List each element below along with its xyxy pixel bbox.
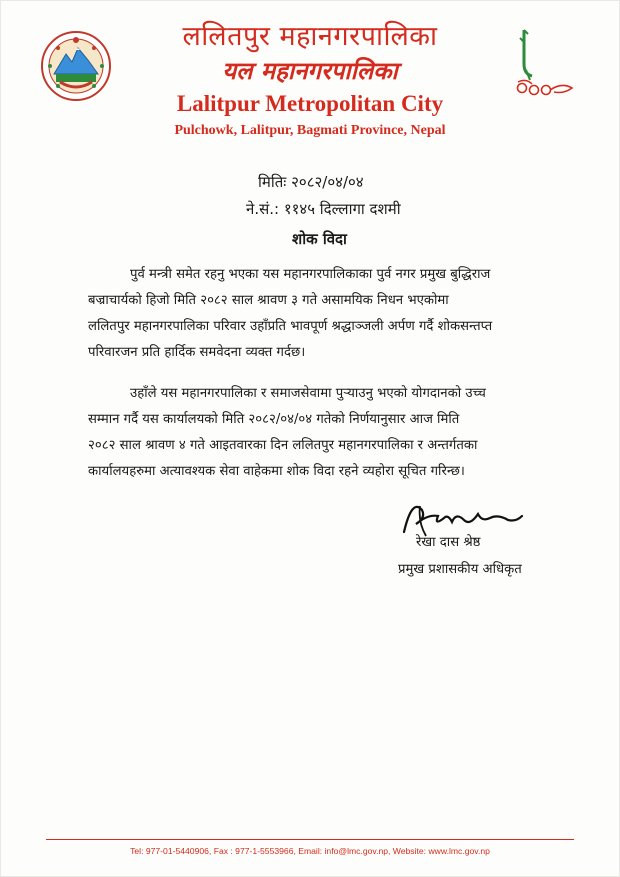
footer-contact: Tel: 977-01-5440906, Fax : 977-1-5553966, Email: info@lmc.gov.np, Website: www.lmc.gov.np <box>130 846 490 856</box>
signatory-name: रेखा दास श्रेष्ठ <box>416 535 481 550</box>
paragraph-line: बज्राचार्यको हिजो मिति २०८२ साल श्रावण ३ गते असामयिक निधन भएकोमा <box>88 293 449 308</box>
letter-subject: शोक विदा <box>292 230 347 248</box>
nepal-sambat-date: ने.सं.: ११४५ दिल्लागा दशमी <box>246 200 401 218</box>
footer-divider <box>46 839 574 840</box>
letter-date: मितिः २०८२/०४/०४ <box>258 173 364 191</box>
paragraph-line: उहाँले यस महानगरपालिका र समाजसेवामा पुऱ्याउनु भएको योगदानको उच्च <box>130 386 486 401</box>
swastika-emblem-icon <box>510 24 580 104</box>
municipality-name-newari: यल महानगरपालिका <box>222 56 398 85</box>
paragraph-line: सम्मान गर्दै यस कार्यालयको मिति २०८२/०४/०४ गतेको निर्णयानुसार आज मिति <box>88 412 460 427</box>
paragraph-line: परिवारजन प्रति हार्दिक समवेदना व्यक्त गर्दछ। <box>88 345 306 360</box>
municipality-name-nepali: ललितपुर महानगरपालिका <box>182 21 438 52</box>
paragraph-line: २०८२ साल श्रावण ४ गते आइतवारका दिन ललितपुर महानगरपालिका र अन्तर्गतका <box>88 438 478 453</box>
body-paragraph-1 <box>88 262 536 366</box>
paragraph-line: ललितपुर महानगरपालिका परिवार उहाँप्रति भावपूर्ण श्रद्धाञ्जली अर्पण गर्दै शोकसन्तप्त <box>88 319 493 334</box>
signatory-title: प्रमुख प्रशासकीय अधिकृत <box>398 562 522 577</box>
municipality-address: Pulchowk, Lalitpur, Bagmati Province, Nepal <box>174 123 446 138</box>
body-paragraph-2 <box>88 381 536 485</box>
paragraph-line: पुर्व मन्त्री समेत रहनु भएका यस महानगरपालिकाका पुर्व नगर प्रमुख बुद्धिराज <box>130 267 491 282</box>
paragraph-line: कार्यालयहरुमा अत्यावश्यक सेवा वाहेकमा शोक विदा रहने व्यहोरा सूचित गरिन्छ। <box>88 464 465 479</box>
municipality-name-english: Lalitpur Metropolitan City <box>176 91 444 116</box>
